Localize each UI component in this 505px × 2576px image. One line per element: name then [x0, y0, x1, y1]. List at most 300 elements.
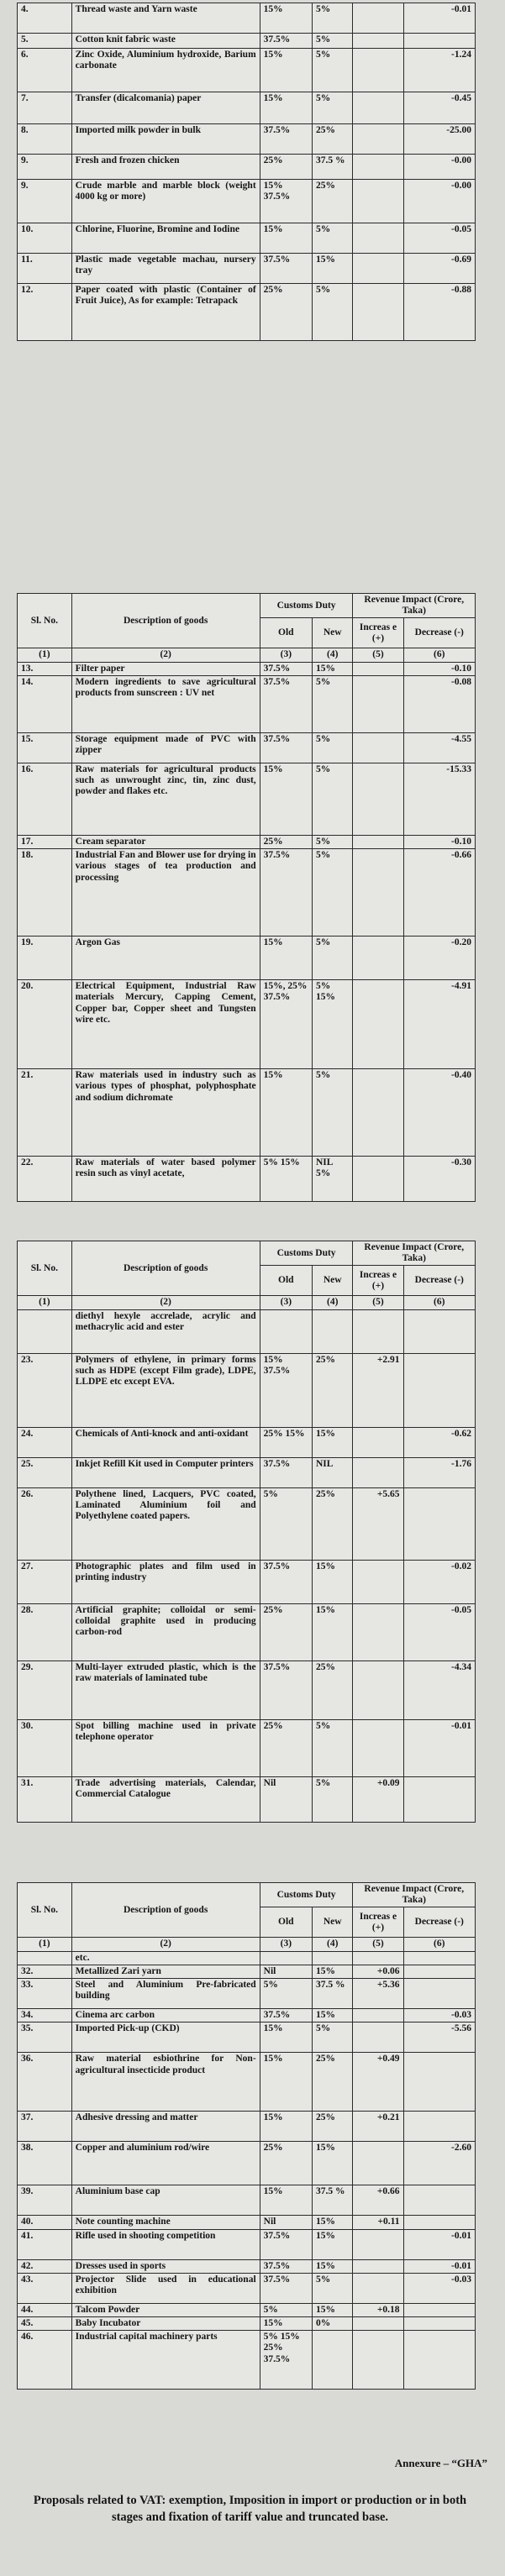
- table-row: [18, 1309, 476, 1353]
- column-number-5: (5): [353, 1938, 403, 1951]
- column-number-6: (6): [403, 1938, 475, 1951]
- new-duty: 5% 15%: [313, 980, 353, 1069]
- revenue-increase: [353, 2273, 403, 2303]
- table-row: [18, 2112, 476, 2142]
- old-duty: 15%: [260, 92, 312, 124]
- goods-description: Trade advertising materials, Calendar, Commercial Catalogue: [71, 1776, 260, 1822]
- revenue-increase: [353, 675, 403, 732]
- column-number-3: (3): [260, 1938, 312, 1951]
- serial-number: 28.: [18, 1603, 72, 1660]
- old-duty: Nil: [260, 1965, 312, 1978]
- table-row: [18, 1951, 476, 1965]
- old-duty: 37.5%: [260, 675, 312, 732]
- old-duty: 15% 37.5%: [260, 180, 312, 223]
- header-row: [18, 1241, 476, 1266]
- table-row: [18, 124, 476, 155]
- table-row: [18, 1353, 476, 1427]
- table-row: [18, 2331, 476, 2390]
- new-duty: 25%: [313, 1487, 353, 1560]
- goods-description: Copper and aluminium rod/wire: [71, 2142, 260, 2185]
- old-duty: 37.5%: [260, 254, 312, 284]
- serial-number: 4.: [18, 3, 72, 34]
- new-duty: 5%: [313, 1719, 353, 1776]
- table-row: [18, 180, 476, 223]
- goods-description: Raw materials of water based polymer resin such as vinyl acetate,: [71, 1157, 260, 1202]
- revenue-decrease: -0.02: [403, 1560, 475, 1603]
- revenue-decrease: [403, 2216, 475, 2229]
- old-duty: 37.5%: [260, 1660, 312, 1719]
- table-row: [18, 49, 476, 92]
- old-duty: 37.5%: [260, 2273, 312, 2303]
- table-row: [18, 675, 476, 732]
- revenue-increase: [353, 1603, 403, 1660]
- revenue-decrease: -0.88: [403, 284, 475, 341]
- revenue-increase: [353, 662, 403, 675]
- revenue-decrease: -5.56: [403, 2023, 475, 2053]
- revenue-decrease: -0.03: [403, 2009, 475, 2023]
- goods-description: Industrial capital machinery parts: [71, 2331, 260, 2390]
- increase-header: Increas e (+): [353, 1266, 403, 1296]
- goods-description: Talcom Powder: [71, 2303, 260, 2316]
- revenue-decrease: [403, 1487, 475, 1560]
- goods-description: Plastic made vegetable machau, nursery tray: [71, 254, 260, 284]
- new-duty: 5%: [313, 1776, 353, 1822]
- new-duty: 25%: [313, 2112, 353, 2142]
- revenue-impact-header: Revenue Impact (Crore, Taka): [353, 1241, 476, 1266]
- new-duty: 5%: [313, 732, 353, 763]
- serial-number: 36.: [18, 2053, 72, 2112]
- old-duty: [260, 1309, 312, 1353]
- customs-duty-header: Customs Duty: [260, 1241, 353, 1266]
- old-duty: 15%: [260, 2185, 312, 2216]
- revenue-decrease: [403, 2316, 475, 2330]
- old-duty: 15%: [260, 223, 312, 254]
- decrease-header: Decrease (-): [403, 1907, 475, 1938]
- revenue-decrease: -0.05: [403, 1603, 475, 1660]
- goods-description: Adhesive dressing and matter: [71, 2112, 260, 2142]
- column-number-2: (2): [71, 648, 260, 662]
- old-duty: 37.5%: [260, 34, 312, 49]
- revenue-decrease: -0.00: [403, 155, 475, 180]
- revenue-decrease: -0.10: [403, 662, 475, 675]
- goods-description: diethyl hexyle accrelade, acrylic and methacrylic acid and ester: [71, 1309, 260, 1353]
- old-header: Old: [260, 618, 312, 648]
- old-header: Old: [260, 1907, 312, 1938]
- column-number-1: (1): [18, 648, 72, 662]
- goods-description: Raw materials used in industry such as various types of phosphat, polyphosphate and sodium dichromate: [71, 1069, 260, 1157]
- revenue-decrease: -0.08: [403, 675, 475, 732]
- revenue-increase: [353, 92, 403, 124]
- goods-description: Transfer (dicalcomania) paper: [71, 92, 260, 124]
- column-number-1: (1): [18, 1938, 72, 1951]
- goods-description: Argon Gas: [71, 936, 260, 980]
- annexure-label: Annexure – “GHA”: [394, 2457, 487, 2469]
- table-row: [18, 1487, 476, 1560]
- revenue-increase: [353, 2229, 403, 2259]
- old-duty: [260, 1951, 312, 1965]
- serial-number: 43.: [18, 2273, 72, 2303]
- sl-no-header: Sl. No.: [18, 1883, 72, 1938]
- old-duty: 15%: [260, 49, 312, 92]
- old-duty: 5% 15%: [260, 1157, 312, 1202]
- revenue-increase: [353, 2142, 403, 2185]
- old-duty: 25%: [260, 1603, 312, 1660]
- revenue-decrease: -0.20: [403, 936, 475, 980]
- revenue-impact-header: Revenue Impact (Crore, Taka): [353, 1883, 476, 1907]
- revenue-increase: [353, 1427, 403, 1457]
- sl-no-header: Sl. No.: [18, 594, 72, 648]
- goods-description: etc.: [71, 1951, 260, 1965]
- goods-description: Metallized Zari yarn: [71, 1965, 260, 1978]
- revenue-decrease: -0.10: [403, 835, 475, 848]
- customs-table-2: [17, 593, 476, 1202]
- revenue-increase: [353, 732, 403, 763]
- revenue-increase: +0.21: [353, 2112, 403, 2142]
- table-row: [18, 2316, 476, 2330]
- new-duty: 15%: [313, 2009, 353, 2023]
- goods-description: Crude marble and marble block (weight 4000 kg or more): [71, 180, 260, 223]
- table-row: [18, 1427, 476, 1457]
- goods-description: Artificial graphite; colloidal or semi-colloidal graphite used in producing carbon-rod: [71, 1603, 260, 1660]
- revenue-decrease: -0.62: [403, 1427, 475, 1457]
- goods-description: Imported milk powder in bulk: [71, 124, 260, 155]
- new-duty: 5%: [313, 763, 353, 835]
- table-row: [18, 936, 476, 980]
- new-duty: 5%: [313, 936, 353, 980]
- goods-description: Baby Incubator: [71, 2316, 260, 2330]
- old-duty: 37.5%: [260, 662, 312, 675]
- serial-number: 33.: [18, 1979, 72, 2009]
- revenue-decrease: [403, 1951, 475, 1965]
- serial-number: 37.: [18, 2112, 72, 2142]
- vat-proposal-heading: Proposals related to VAT: exemption, Imposition in import or production or in both stages and fixation of tariff value and truncated base.: [33, 2494, 467, 2524]
- old-duty: 37.5%: [260, 2229, 312, 2259]
- table-row: [18, 1157, 476, 1202]
- serial-number: [18, 1309, 72, 1353]
- table-row: [18, 155, 476, 180]
- revenue-increase: [353, 1157, 403, 1202]
- table-row: [18, 2009, 476, 2023]
- header-row: [18, 594, 476, 618]
- old-duty: 25%: [260, 155, 312, 180]
- goods-description: Fresh and frozen chicken: [71, 155, 260, 180]
- revenue-decrease: -0.66: [403, 849, 475, 936]
- revenue-decrease: [403, 2185, 475, 2216]
- goods-description: Industrial Fan and Blower use for drying in various stages of tea production and processing: [71, 849, 260, 936]
- revenue-impact-header: Revenue Impact (Crore, Taka): [353, 594, 476, 618]
- new-duty: 25%: [313, 1660, 353, 1719]
- revenue-increase: +0.66: [353, 2185, 403, 2216]
- new-duty: 5%: [313, 2273, 353, 2303]
- table-row: [18, 1660, 476, 1719]
- new-header: New: [313, 1907, 353, 1938]
- column-number-row: [18, 1938, 476, 1951]
- new-duty: 37.5 %: [313, 155, 353, 180]
- new-header: New: [313, 1266, 353, 1296]
- new-duty: 25%: [313, 180, 353, 223]
- column-number-5: (5): [353, 648, 403, 662]
- column-number-1: (1): [18, 1296, 72, 1309]
- serial-number: 5.: [18, 34, 72, 49]
- goods-description: Note counting machine: [71, 2216, 260, 2229]
- revenue-increase: [353, 1719, 403, 1776]
- old-duty: 25% 15%: [260, 1427, 312, 1457]
- old-duty: 37.5%: [260, 124, 312, 155]
- table-row: [18, 1457, 476, 1487]
- revenue-decrease: -4.55: [403, 732, 475, 763]
- new-duty: 5%: [313, 223, 353, 254]
- new-duty: 15%: [313, 2216, 353, 2229]
- revenue-increase: +0.06: [353, 1965, 403, 1978]
- old-duty: 37.5%: [260, 849, 312, 936]
- goods-description: Zinc Oxide, Aluminium hydroxide, Barium carbonate: [71, 49, 260, 92]
- table-row: [18, 1776, 476, 1822]
- serial-number: 12.: [18, 284, 72, 341]
- new-duty: 15%: [313, 1965, 353, 1978]
- old-duty: 15%: [260, 1069, 312, 1157]
- goods-description: Aluminium base cap: [71, 2185, 260, 2216]
- serial-number: 34.: [18, 2009, 72, 2023]
- serial-number: 39.: [18, 2185, 72, 2216]
- goods-description: Rifle used in shooting competition: [71, 2229, 260, 2259]
- sl-no-header: Sl. No.: [18, 1241, 72, 1296]
- revenue-decrease: [403, 1309, 475, 1353]
- new-duty: 5%: [313, 675, 353, 732]
- old-duty: 25%: [260, 284, 312, 341]
- old-duty: 25%: [260, 1719, 312, 1776]
- description-header: Description of goods: [71, 1883, 260, 1938]
- new-duty: 15%: [313, 1427, 353, 1457]
- goods-description: Cotton knit fabric waste: [71, 34, 260, 49]
- revenue-increase: [353, 124, 403, 155]
- new-duty: NIL 5%: [313, 1157, 353, 1202]
- goods-description: Raw materials for agricultural products such as unwrought zinc, tin, zinc dust, powder and flakes etc.: [71, 763, 260, 835]
- description-header: Description of goods: [71, 1241, 260, 1296]
- old-duty: 15%: [260, 3, 312, 34]
- goods-description: Photographic plates and film used in printing industry: [71, 1560, 260, 1603]
- serial-number: 32.: [18, 1965, 72, 1978]
- revenue-decrease: -0.30: [403, 1157, 475, 1202]
- serial-number: 7.: [18, 92, 72, 124]
- new-header: New: [313, 618, 353, 648]
- revenue-decrease: [403, 2303, 475, 2316]
- old-duty: 15%, 25% 37.5%: [260, 980, 312, 1069]
- serial-number: 31.: [18, 1776, 72, 1822]
- serial-number: 42.: [18, 2259, 72, 2273]
- table-row: [18, 1603, 476, 1660]
- serial-number: 9.: [18, 180, 72, 223]
- serial-number: 46.: [18, 2331, 72, 2390]
- serial-number: 14.: [18, 675, 72, 732]
- old-duty: 5%: [260, 1979, 312, 2009]
- table-row: [18, 2142, 476, 2185]
- table-row: [18, 1069, 476, 1157]
- serial-number: 30.: [18, 1719, 72, 1776]
- old-duty: 37.5%: [260, 1560, 312, 1603]
- revenue-increase: [353, 2316, 403, 2330]
- table-row: [18, 223, 476, 254]
- goods-description: Chemicals of Anti-knock and anti-oxidant: [71, 1427, 260, 1457]
- revenue-increase: [353, 155, 403, 180]
- revenue-increase: [353, 34, 403, 49]
- new-duty: 15%: [313, 2229, 353, 2259]
- new-duty: [313, 1309, 353, 1353]
- new-duty: 5%: [313, 1069, 353, 1157]
- goods-description: Inkjet Refill Kit used in Computer printers: [71, 1457, 260, 1487]
- goods-description: Polythene lined, Lacquers, PVC coated, Laminated Aluminium foil and Polyethylene coated papers.: [71, 1487, 260, 1560]
- column-number-3: (3): [260, 648, 312, 662]
- new-duty: 5%: [313, 2023, 353, 2053]
- serial-number: 21.: [18, 1069, 72, 1157]
- revenue-decrease: -0.45: [403, 92, 475, 124]
- new-duty: 15%: [313, 1603, 353, 1660]
- old-duty: 37.5%: [260, 1457, 312, 1487]
- revenue-decrease: -0.05: [403, 223, 475, 254]
- table-row: [18, 2259, 476, 2273]
- serial-number: 23.: [18, 1353, 72, 1427]
- revenue-decrease: -0.01: [403, 2229, 475, 2259]
- serial-number: [18, 1951, 72, 1965]
- goods-description: Filter paper: [71, 662, 260, 675]
- old-duty: 15%: [260, 936, 312, 980]
- revenue-decrease: -15.33: [403, 763, 475, 835]
- table-row: [18, 1979, 476, 2009]
- revenue-increase: [353, 3, 403, 34]
- new-duty: 15%: [313, 2303, 353, 2316]
- decrease-header: Decrease (-): [403, 618, 475, 648]
- serial-number: 11.: [18, 254, 72, 284]
- table-row: [18, 2273, 476, 2303]
- serial-number: 22.: [18, 1157, 72, 1202]
- table-row: [18, 2303, 476, 2316]
- serial-number: 6.: [18, 49, 72, 92]
- revenue-increase: [353, 2023, 403, 2053]
- new-duty: 15%: [313, 254, 353, 284]
- new-duty: 5%: [313, 34, 353, 49]
- old-duty: 37.5%: [260, 2009, 312, 2023]
- table-row: [18, 92, 476, 124]
- serial-number: 20.: [18, 980, 72, 1069]
- table-row: [18, 2185, 476, 2216]
- revenue-increase: [353, 849, 403, 936]
- revenue-increase: [353, 2331, 403, 2390]
- decrease-header: Decrease (-): [403, 1266, 475, 1296]
- table-row: [18, 2229, 476, 2259]
- new-duty: 5%: [313, 284, 353, 341]
- new-duty: 25%: [313, 2053, 353, 2112]
- revenue-increase: [353, 284, 403, 341]
- goods-description: Projector Slide used in educational exhibition: [71, 2273, 260, 2303]
- table-row: [18, 980, 476, 1069]
- old-duty: 5%: [260, 1487, 312, 1560]
- new-duty: [313, 2331, 353, 2390]
- new-duty: NIL: [313, 1457, 353, 1487]
- serial-number: 9.: [18, 155, 72, 180]
- old-duty: 25%: [260, 2142, 312, 2185]
- revenue-increase: [353, 2259, 403, 2273]
- revenue-increase: [353, 936, 403, 980]
- table-row: [18, 2023, 476, 2053]
- revenue-increase: [353, 1560, 403, 1603]
- goods-description: Chlorine, Fluorine, Bromine and Iodine: [71, 223, 260, 254]
- revenue-increase: [353, 1069, 403, 1157]
- serial-number: 41.: [18, 2229, 72, 2259]
- revenue-increase: +5.36: [353, 1979, 403, 2009]
- revenue-decrease: -0.69: [403, 254, 475, 284]
- table-row: [18, 763, 476, 835]
- new-duty: 5%: [313, 3, 353, 34]
- goods-description: Raw material esbiothrine for Non-agricultural insecticide product: [71, 2053, 260, 2112]
- serial-number: 10.: [18, 223, 72, 254]
- serial-number: 17.: [18, 835, 72, 848]
- old-duty: 5% 15% 25% 37.5%: [260, 2331, 312, 2390]
- revenue-increase: [353, 1951, 403, 1965]
- column-number-2: (2): [71, 1938, 260, 1951]
- revenue-decrease: -0.40: [403, 1069, 475, 1157]
- revenue-decrease: [403, 34, 475, 49]
- header-row: [18, 1883, 476, 1907]
- serial-number: 38.: [18, 2142, 72, 2185]
- revenue-increase: [353, 1660, 403, 1719]
- column-number-4: (4): [313, 1296, 353, 1309]
- revenue-increase: [353, 223, 403, 254]
- serial-number: 26.: [18, 1487, 72, 1560]
- new-duty: 5%: [313, 49, 353, 92]
- serial-number: 25.: [18, 1457, 72, 1487]
- revenue-increase: +5.65: [353, 1487, 403, 1560]
- customs-table-4: [17, 1882, 476, 2390]
- column-number-4: (4): [313, 1938, 353, 1951]
- revenue-decrease: -0.03: [403, 2273, 475, 2303]
- serial-number: 13.: [18, 662, 72, 675]
- new-duty: 5%: [313, 92, 353, 124]
- serial-number: 35.: [18, 2023, 72, 2053]
- old-duty: 25%: [260, 835, 312, 848]
- revenue-decrease: -0.01: [403, 2259, 475, 2273]
- revenue-increase: +0.49: [353, 2053, 403, 2112]
- increase-header: Increas e (+): [353, 1907, 403, 1938]
- goods-description: Paper coated with plastic (Container of Fruit Juice), As for example: Tetrapack: [71, 284, 260, 341]
- old-duty: 15%: [260, 2316, 312, 2330]
- table-row: [18, 254, 476, 284]
- old-duty: 15%: [260, 2053, 312, 2112]
- serial-number: 16.: [18, 763, 72, 835]
- old-duty: 37.5%: [260, 2259, 312, 2273]
- revenue-increase: [353, 763, 403, 835]
- new-duty: 25%: [313, 1353, 353, 1427]
- table-row: [18, 284, 476, 341]
- goods-description: Spot billing machine used in private telephone operator: [71, 1719, 260, 1776]
- revenue-increase: [353, 1457, 403, 1487]
- column-number-3: (3): [260, 1296, 312, 1309]
- goods-description: Multi-layer extruded plastic, which is the raw materials of laminated tube: [71, 1660, 260, 1719]
- revenue-increase: [353, 49, 403, 92]
- serial-number: 8.: [18, 124, 72, 155]
- serial-number: 24.: [18, 1427, 72, 1457]
- new-duty: 0%: [313, 2316, 353, 2330]
- serial-number: 27.: [18, 1560, 72, 1603]
- revenue-decrease: -1.76: [403, 1457, 475, 1487]
- table-row: [18, 1560, 476, 1603]
- revenue-decrease: -4.34: [403, 1660, 475, 1719]
- new-duty: 5%: [313, 835, 353, 848]
- new-duty: 15%: [313, 1560, 353, 1603]
- serial-number: 44.: [18, 2303, 72, 2316]
- goods-description: Electrical Equipment, Industrial Raw materials Mercury, Capping Cement, Copper bar, Copper sheet and Tungsten wire etc.: [71, 980, 260, 1069]
- revenue-decrease: -0.01: [403, 3, 475, 34]
- old-duty: 15% 37.5%: [260, 1353, 312, 1427]
- old-duty: Nil: [260, 1776, 312, 1822]
